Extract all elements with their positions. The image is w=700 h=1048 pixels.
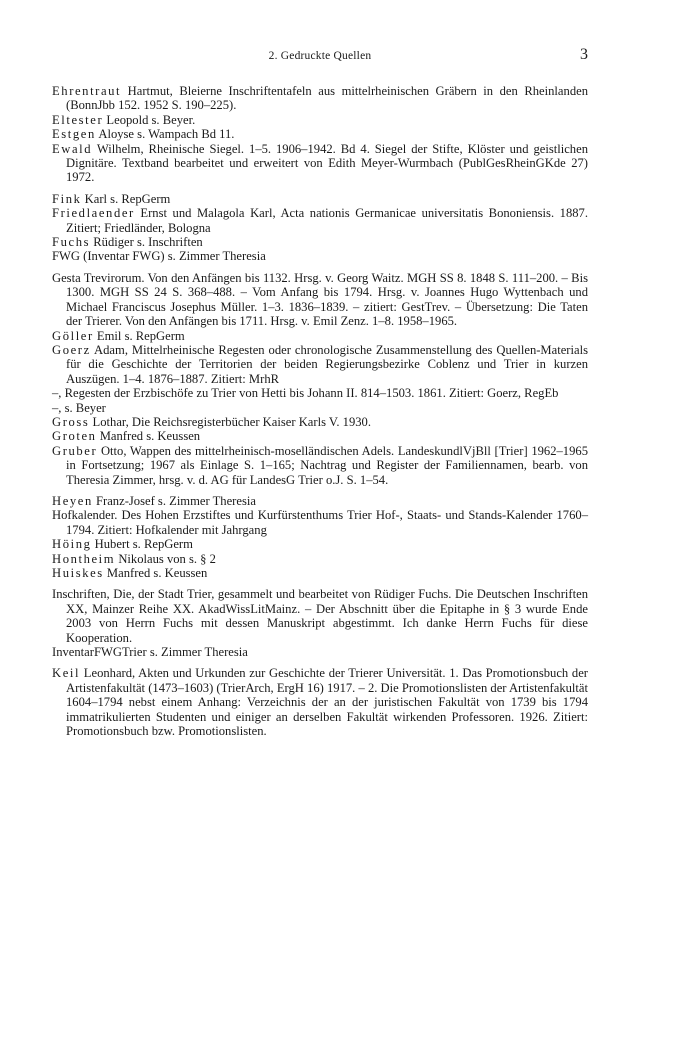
entry-text: Karl s. RepGerm <box>81 191 171 206</box>
entry-author-name: Höing <box>52 537 92 552</box>
entry-author-name: Estgen <box>52 127 96 142</box>
entry-text: Emil s. RepGerm <box>93 328 185 343</box>
entry-text: Hofkalender. Des Hohen Erzstiftes und Kurfürstenthums Trier Hof-, Staats- und Stands-Kalender 1760–1794. Zitiert: Hofkalender mit Jahrgang <box>52 508 588 537</box>
bibliography-entry <box>52 429 588 443</box>
entry-text: Manfred s. Keussen <box>103 566 208 580</box>
entry-text: Manfred s. Keussen <box>96 429 201 444</box>
entry-author-name: Gruber <box>52 443 98 458</box>
entry-text: Franz-Josef s. Zimmer Theresia <box>92 493 256 508</box>
bibliography-entry <box>52 113 588 127</box>
bibliography-entry <box>52 508 588 537</box>
bibliography-entry <box>52 386 588 400</box>
bibliography-entry <box>52 552 588 566</box>
entry-author-name: Gross <box>52 414 90 429</box>
entry-text: Otto, Wappen des mittelrheinisch-moselländischen Adels. LandeskundlVjBll [Trier] 1962–1965 in Fortsetzung; 1967 als Einlage S. 1–165; Nachtrag und Register der Familiennamen, bearb. von Theresia Zimmer, hrsg. v. d. AG für LandesG Trier o.J. S. 1–54. <box>66 443 588 487</box>
entry-text: –, s. Beyer <box>52 400 106 415</box>
bibliography-entry <box>52 329 588 343</box>
bibliography-entry <box>52 494 588 508</box>
running-head: 2. Gedruckte Quellen <box>268 50 372 62</box>
bibliography-entry <box>52 127 588 141</box>
entry-text: Ernst und Malagola Karl, Acta nationis Germanicae universitatis Bononiensis. 1887. Zitiert; Friedländer, Bologna <box>66 206 588 235</box>
entry-author-name: Huiskes <box>52 566 104 580</box>
entry-text: –, Regesten der Erzbischöfe zu Trier von Hetti bis Johann II. 814–1503. 1861. Zitiert: Goerz, RegEb <box>52 386 559 401</box>
entry-text: Inschriften, Die, der Stadt Trier, gesammelt und bearbeitet von Rüdiger Fuchs. Die Deutschen Inschriften XX, Mainzer Reihe XX. AkadWissLitMainz. – Der Abschnitt über die Epitaphe in § 3 wurde Ende 2003 von Herrn Fuchs mit dessen Manuskript abgestimmt. Ich danke Herrn Fuchs für diese Kooperation. <box>52 587 588 645</box>
entry-text: Aloyse s. Wampach Bd 11. <box>95 127 235 142</box>
entry-author-name: Groten <box>52 429 97 444</box>
entry-author-name: Göller <box>52 328 94 343</box>
entry-author-name: Friedlaender <box>52 206 135 221</box>
entry-text: Leopold s. Beyer. <box>103 112 196 127</box>
entry-author-name: Ewald <box>52 141 93 156</box>
entry-text: Hartmut, Bleierne Inschriftentafeln aus mittelrheinischen Gräbern in den Rheinlanden (BonnJbb 152. 1952 S. 190–225). <box>66 84 588 113</box>
entry-text: Gesta Trevirorum. Von den Anfängen bis 1132. Hrsg. v. Georg Waitz. MGH SS 8. 1848 S. 111–200. – Bis 1300. MGH SS 24 S. 368–488. – Vom Anfang bis 1794. Hrsg. v. Joannes Hugo Wyttenbach und Michael Franciscus Josephus Müller. 1–3. 1836–1839. – zitiert: GestTrev. – Übersetzung: Die Taten der Trierer. Von den Anfängen bis 1711. Hrsg. v. Emil Zenz. 1–8. 1958–1965. <box>52 270 588 329</box>
page-number: 3 <box>580 46 588 63</box>
bibliography-entry <box>52 271 588 329</box>
entry-author-name: Goerz <box>52 342 91 357</box>
entry-author-name: Fuchs <box>52 235 91 250</box>
entry-author-name: Heyen <box>52 493 93 508</box>
entry-text: Rüdiger s. Inschriften <box>90 235 203 250</box>
entry-text: Nikolaus von s. § 2 <box>115 551 216 566</box>
bibliography-entry <box>52 401 588 415</box>
entry-text: InventarFWGTrier s. Zimmer Theresia <box>52 645 248 660</box>
bibliography-entry <box>52 537 588 551</box>
entry-text: Wilhelm, Rheinische Siegel. 1–5. 1906–1942. Bd 4. Siegel der Stifte, Klöster und geistlichen Dignitäre. Textband bearbeitet und erweitert von Edith Meyer-Wurmbach (PublGesRheinGKde 27) 1972. <box>66 141 588 185</box>
bibliography-entry <box>52 343 588 386</box>
bibliography-entry <box>52 142 588 185</box>
bibliography-entry <box>52 645 588 659</box>
bibliography-entry <box>52 444 588 487</box>
entry-text: Leonhard, Akten und Urkunden zur Geschichte der Trierer Universität. 1. Das Promotionsbuch der Artistenfakultät (1473–1603) (TrierArch, ErgH 16) 1917. – 2. Die Promotionslisten der Artistenfakultät 1604–1794 nebst einem Anhang: Verzeichnis der an der juristischen Fakultät von 1739 bis 1794 immatrikulierten Studenten und einiger an derselben Fakultät wirkenden Professoren. 1926. Zitiert: Promotionsbuch bzw. Promotionslisten. <box>66 666 588 739</box>
bibliography-entry <box>52 235 588 249</box>
bibliography-entry <box>52 566 588 580</box>
bibliography-entry <box>52 84 588 113</box>
bibliography-entry <box>52 192 588 206</box>
entry-text: Lothar, Die Reichsregisterbücher Kaiser Karls V. 1930. <box>89 414 372 429</box>
entry-text: Adam, Mittelrheinische Regesten oder chronologische Zusammenstellung des Quellen-Materials für die Geschichte der Territorien der beiden Regierungsbezirke Coblenz und Trier in kurzen Auszügen. 1–4. 1876–1887. Zitiert: MrhR <box>66 342 588 386</box>
entry-text: Hubert s. RepGerm <box>91 537 193 552</box>
entry-author-name: Keil <box>52 666 81 681</box>
bibliography-entry <box>52 415 588 429</box>
bibliography-entry <box>52 666 588 738</box>
page-header <box>52 46 588 66</box>
entry-text: FWG (Inventar FWG) s. Zimmer Theresia <box>52 249 266 264</box>
bibliography-entry <box>52 206 588 235</box>
entry-author-name: Hontheim <box>52 551 116 566</box>
entry-author-name: Fink <box>52 191 82 206</box>
entry-author-name: Eltester <box>52 112 104 127</box>
bibliography-entry <box>52 587 588 645</box>
bibliography-entry <box>52 249 588 263</box>
bibliography-list <box>52 84 588 738</box>
entry-author-name: Ehrentraut <box>52 84 122 98</box>
